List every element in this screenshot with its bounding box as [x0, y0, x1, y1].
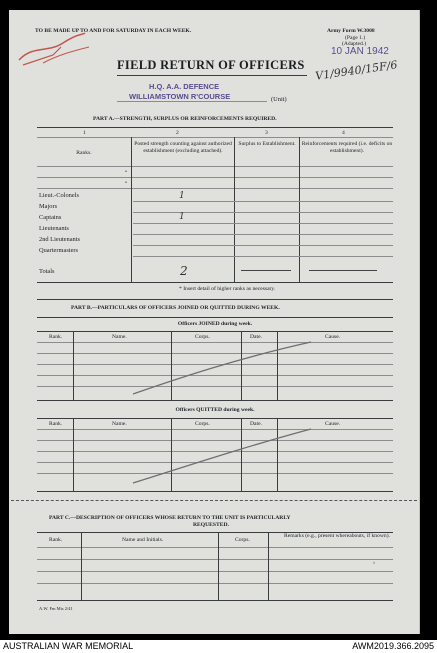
- quitted-col-rank: Rank.: [49, 421, 63, 427]
- form-title: FIELD RETURN OF OFFICERS: [117, 58, 305, 72]
- part-a-note: * Insert detail of higher ranks as necessary.: [179, 286, 276, 292]
- posted-lieut-colonels: 1: [179, 191, 185, 201]
- handwritten-reference: V1/9940/15F/6: [314, 58, 399, 83]
- date-stamp: 10 JAN 1942: [331, 46, 389, 57]
- rank-quartermasters: Quartermasters: [39, 247, 79, 254]
- posted-captains: 1: [179, 212, 185, 222]
- red-scribble: [13, 25, 93, 70]
- part-c-col-name: Name and Initials.: [122, 537, 164, 543]
- col-number-4: 4: [342, 130, 345, 136]
- form-sheet: TO BE MADE UP TO AND FOR SATURDAY IN EACH WEEK. Army Form W.3008 (Page 1.) (Adapted.) 10 JAN 1942 FIELD RETURN OF OFFICERS V1/9940/15F/6 H.Q. A.A. DEFENCE WILLIAMSTOWN R'COURSE (Unit) PART A.—STRENGTH, SURPLUS OR REINFORCEMENTS REQUIRED. 1 2 3 4 Ranks. Posted strength counting against authorized establishment (excluding attached). Surplus to Establishment. Reinforcements required (i.e. deficits on establishment). • • Lieut.-Colonels Majors Captains Lieutenants 2nd Lieutenants Quartermasters 1 1 Totals 2 * Insert detail of higher ranks as necessary. PART B.—PARTICULARS OF OFFICERS JOINED OR QUITTED DURING WEEK. Officers JOINED during week. Rank. Name. Corps. Date. Cause. Officers QUITTED during week. Rank. Name. Corps. Date. Cause. PART C.—DESCRIPTION OF OFFICERS WHOSE RETURN TO THE UNIT IS PARTICULARLY REQUESTED. Rank. Name and Initials. Corps. Remarks (e.g., present whereabouts, if known). › A.W. Fm Mis 2/41: [9, 10, 420, 634]
- joined-col-rank: Rank.: [49, 334, 63, 340]
- col-header-ranks: Ranks.: [76, 150, 92, 156]
- unit-stamp-line2: WILLIAMSTOWN R'COURSE: [129, 92, 231, 101]
- col-number-2: 2: [176, 130, 179, 136]
- part-c-title-line2: REQUESTED.: [193, 522, 229, 528]
- rank-captains: Captains: [39, 214, 62, 221]
- joined-strike-line: [129, 338, 314, 398]
- quitted-col-corps: Corps.: [195, 421, 210, 427]
- part-c-title-line1: PART C.—DESCRIPTION OF OFFICERS WHOSE RETURN TO THE UNIT IS PARTICULARLY: [49, 515, 291, 521]
- quitted-title: Officers QUITTED during week.: [175, 407, 255, 413]
- col-header-surplus: Surplus to Establishment.: [238, 141, 296, 147]
- col-number-1: 1: [83, 130, 86, 136]
- form-number: Army Form W.3008: [327, 28, 375, 34]
- printer-note: A.W. Fm Mis 2/41: [39, 606, 73, 611]
- quitted-col-cause: Cause.: [325, 421, 341, 427]
- form-adapted: (Adapted.): [342, 41, 367, 47]
- totals-label: Totals: [39, 268, 55, 275]
- rank-2nd-lieutenants: 2nd Lieutenants: [39, 236, 80, 243]
- quitted-col-date: Date.: [250, 421, 262, 427]
- part-b-title: PART B.—PARTICULARS OF OFFICERS JOINED OR QUITTED DURING WEEK.: [71, 305, 280, 311]
- part-c-col-rank: Rank.: [49, 537, 63, 543]
- unit-stamp-line1: H.Q. A.A. DEFENCE: [149, 82, 220, 91]
- col-number-3: 3: [265, 130, 268, 136]
- joined-title: Officers JOINED during week.: [177, 321, 253, 327]
- joined-col-date: Date.: [250, 334, 262, 340]
- archive-footer: [0, 640, 437, 653]
- rank-majors: Majors: [39, 203, 58, 210]
- unit-label: (Unit): [271, 96, 287, 103]
- part-c-col-corps: Corps.: [235, 537, 250, 543]
- joined-col-cause: Cause.: [325, 334, 341, 340]
- joined-col-name: Name.: [112, 334, 127, 340]
- quitted-strike-line: [129, 425, 314, 487]
- part-a-title: PART A.—STRENGTH, SURPLUS OR REINFORCEMENTS REQUIRED.: [93, 116, 277, 122]
- rank-lieutenants: Lieutenants: [39, 225, 69, 232]
- joined-col-corps: Corps.: [195, 334, 210, 340]
- footer-archive-name: AUSTRALIAN WAR MEMORIAL: [3, 641, 134, 651]
- col-header-posted: Posted strength counting against authorized establishment (excluding attached).: [134, 141, 232, 154]
- footer-accession-number: AWM2019.366.2095: [352, 641, 434, 651]
- rank-lieut-colonels: Lieut.-Colonels: [39, 192, 79, 199]
- instruction-text: TO BE MADE UP TO AND FOR SATURDAY IN EACH WEEK.: [35, 28, 192, 34]
- totals-posted: 2: [180, 264, 188, 278]
- form-page: (Page 1.): [345, 35, 366, 41]
- part-c-col-remarks: Remarks (e.g., present whereabouts, if known).: [284, 533, 390, 539]
- quitted-col-name: Name.: [112, 421, 127, 427]
- col-header-reinforcements: Reinforcements required (i.e. deficits on establishment).: [301, 141, 393, 154]
